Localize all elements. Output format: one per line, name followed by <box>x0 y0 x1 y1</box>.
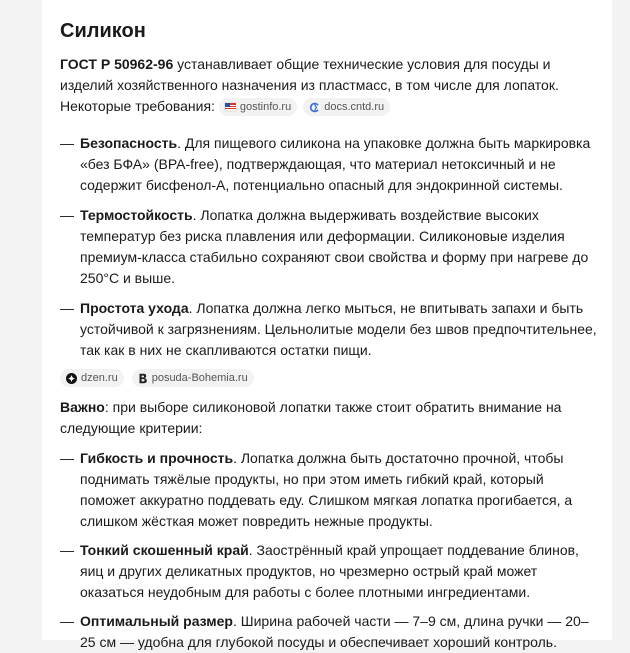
list-item <box>60 298 600 361</box>
important-paragraph <box>60 397 600 439</box>
item-title: Термостойкость <box>80 207 193 223</box>
intro-text: устанавливает общие технические условия для посуды и изделий хозяйственного назначения из пластмасс, в том числе для лопаток. Некоторые требования: <box>60 56 559 114</box>
list-dash: — <box>60 542 74 558</box>
source-chips-mid <box>60 369 600 387</box>
source-chips-top <box>219 98 390 116</box>
gostinfo-favicon-icon <box>225 103 236 111</box>
source-chip-label: docs.cntd.ru <box>324 101 385 114</box>
list-item <box>60 611 600 653</box>
answer-card <box>42 0 612 650</box>
intro-paragraph <box>60 54 600 117</box>
list-item <box>60 205 600 289</box>
list-dash: — <box>60 450 74 466</box>
gost-reference: ГОСТ Р 50962-96 <box>60 56 174 72</box>
source-chip-dzen[interactable] <box>60 369 124 387</box>
item-text: . Ширина рабочей части — 7–9 см, длина ручки — 20–25 см — удобна для глубокой посуды и обеспечивает хороший контроль. <box>80 613 589 650</box>
source-chip-label: dzen.ru <box>81 372 118 384</box>
list-dash: — <box>60 207 74 223</box>
item-text: . Лопатка должна быть достаточно прочной, чтобы поднимать тяжёлые продукты, но при этом иметь гибкий край, который поможет аккуратно поддевать еду. Слишком мягкая лопатка прогибается, а слишком жёсткая может повредить нежные продукты. <box>80 450 573 529</box>
requirements-list <box>60 133 600 361</box>
item-title: Оптимальный размер <box>80 613 233 629</box>
item-text: . Для пищевого силикона на упаковке должна быть маркировка «без БФА» (BPA-free), подтверждающая, что материал нетоксичный и не содержит бисфенол-А, потенциально опасный для эндокринной системы. <box>80 135 591 193</box>
list-item <box>60 448 600 532</box>
list-dash: — <box>60 135 74 151</box>
list-dash: — <box>60 300 74 316</box>
item-text: . Лопатка должна легко мыться, не впитывать запахи и быть устойчивой к загрязнениям. Цельнолитые модели без швов предпочтительнее, так как в них не скапливаются остатки пищи. <box>80 300 597 358</box>
item-title: Безопасность <box>80 135 178 151</box>
dzen-favicon-icon <box>66 373 77 384</box>
item-title: Простота ухода <box>80 300 189 316</box>
source-chip-label: gostinfo.ru <box>239 101 292 114</box>
criteria-list <box>60 448 600 653</box>
important-text: : при выборе силиконовой лопатки также стоит обратить внимание на следующие критерии: <box>60 399 562 436</box>
bohemia-favicon-icon <box>138 373 148 384</box>
source-chip-gostinfo[interactable] <box>219 98 297 116</box>
item-title: Гибкость и прочность <box>80 450 234 466</box>
important-label: Важно <box>60 399 105 415</box>
item-text: . Лопатка должна выдерживать воздействие высоких температур без риска плавления или деформации. Силиконовые изделия премиум-класса стабильно сохраняют свои свойства и форму при нагреве до 250°C и выше. <box>80 207 589 286</box>
source-chip-label: posuda-Bohemia.ru <box>151 372 248 384</box>
list-dash: — <box>60 613 74 629</box>
section-heading: Силикон <box>60 20 146 42</box>
answer-content <box>42 0 600 653</box>
list-item <box>60 540 600 603</box>
source-chip-docs[interactable] <box>303 98 390 116</box>
item-title: Тонкий скошенный край <box>80 542 249 558</box>
source-chip-bohemia[interactable] <box>132 369 254 387</box>
list-item <box>60 133 600 196</box>
item-text: . Заострённый край упрощает поддевание блинов, яиц и других деликатных продуктов, но чрезмерно острый край может оказаться неудобным для работы с более плотными ингредиентами. <box>80 542 579 600</box>
docs-favicon-icon <box>309 102 320 113</box>
